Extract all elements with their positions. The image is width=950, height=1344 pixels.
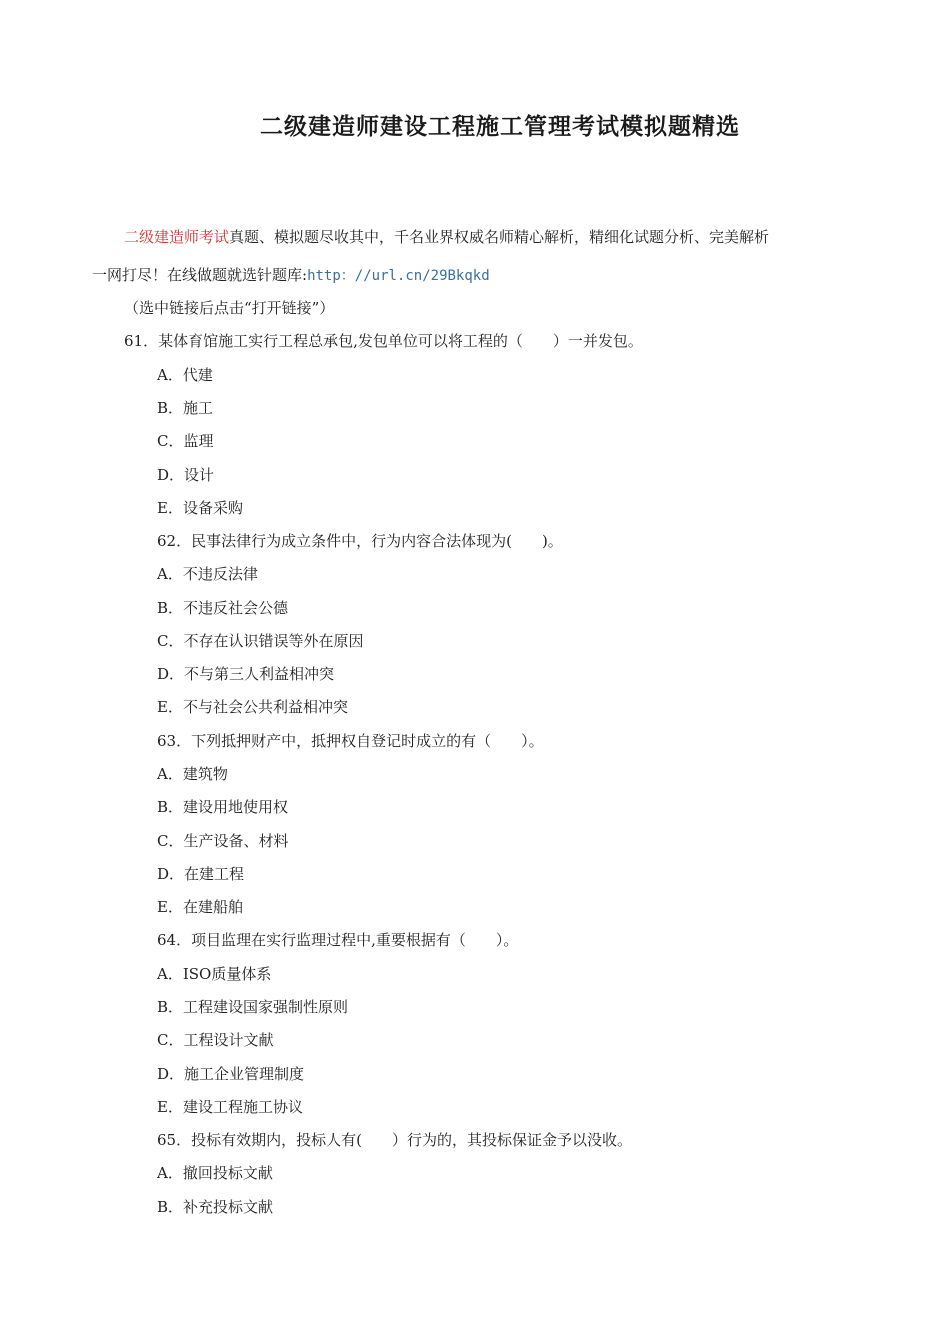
document-title: 二级建造师建设工程施工管理考试模拟题精选 bbox=[260, 113, 740, 140]
question-option: C．监理 bbox=[157, 432, 214, 450]
question-option: E．建设工程施工协议 bbox=[157, 1098, 303, 1116]
question-stem-64: 64．项目监理在实行监理过程中,重要根据有（ ）。 bbox=[157, 931, 519, 949]
intro-line-2 bbox=[92, 264, 490, 285]
question-option: A．不违反法律 bbox=[157, 565, 258, 583]
question-option: D．施工企业管理制度 bbox=[157, 1065, 305, 1083]
question-option: D．在建工程 bbox=[157, 865, 245, 883]
question-option: B．补充投标文献 bbox=[157, 1198, 274, 1216]
question-option: A．代建 bbox=[157, 366, 213, 384]
question-option: B．工程建设国家强制性原则 bbox=[157, 998, 349, 1016]
question-bank-link[interactable]: http：//url.cn/29Bkqkd bbox=[307, 268, 490, 284]
question-stem-61: 61．某体育馆施工实行工程总承包,发包单位可以将工程的（ ）一并发包。 bbox=[124, 332, 643, 350]
question-option: A．ISO质量体系 bbox=[157, 965, 272, 983]
question-option: D．设计 bbox=[157, 466, 215, 484]
question-option: E．在建船舶 bbox=[157, 898, 243, 916]
intro-note: （选中链接后点击“打开链接”） bbox=[124, 299, 335, 317]
intro-line-1-text: 真题、模拟题尽收其中，千名业界权威名师精心解析，精细化试题分析、完美解析 bbox=[229, 228, 770, 246]
question-option: C．工程设计文献 bbox=[157, 1031, 274, 1049]
question-stem-62: 62．民事法律行为成立条件中，行为内容合法体现为( )。 bbox=[157, 532, 563, 550]
question-option: A．撤回投标文献 bbox=[157, 1164, 273, 1182]
question-option: B．施工 bbox=[157, 399, 214, 417]
intro-line-1 bbox=[124, 226, 769, 247]
question-option: B．建设用地使用权 bbox=[157, 798, 289, 816]
question-option: E．设备采购 bbox=[157, 499, 243, 517]
question-option: D．不与第三人利益相冲突 bbox=[157, 665, 335, 683]
question-option: E．不与社会公共利益相冲突 bbox=[157, 698, 348, 716]
question-option: C．生产设备、材料 bbox=[157, 832, 289, 850]
intro-line-2-text: 一网打尽！在线做题就选针题库: bbox=[92, 266, 308, 284]
question-option: C．不存在认识错误等外在原因 bbox=[157, 632, 364, 650]
exam-highlight-link[interactable]: 二级建造师考试 bbox=[124, 228, 230, 246]
question-option: A．建筑物 bbox=[157, 765, 228, 783]
question-option: B．不违反社会公德 bbox=[157, 599, 289, 617]
question-stem-63: 63．下列抵押财产中，抵押权自登记时成立的有（ ）。 bbox=[157, 732, 544, 750]
question-stem-65: 65．投标有效期内，投标人有( ）行为的，其投标保证金予以没收。 bbox=[157, 1131, 632, 1149]
